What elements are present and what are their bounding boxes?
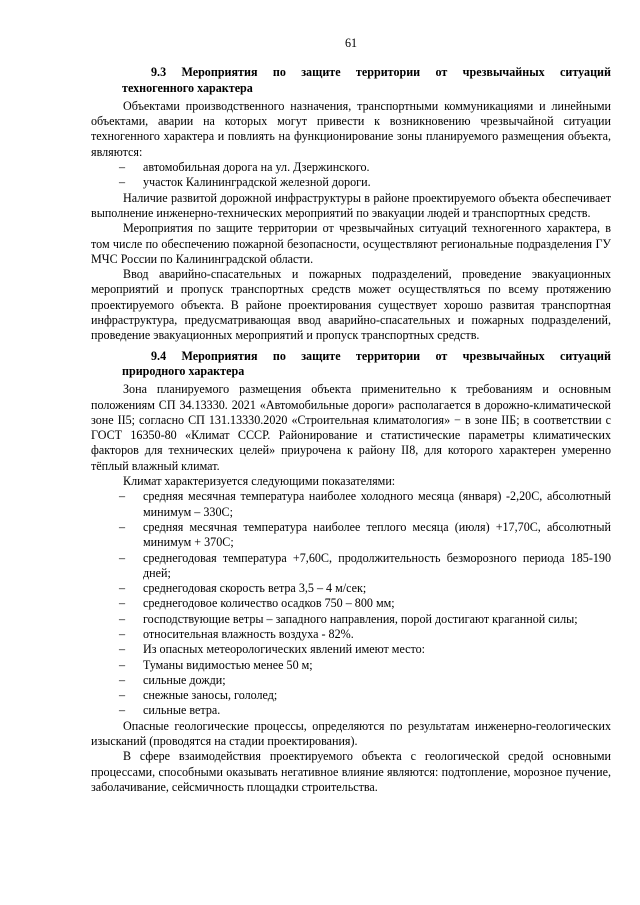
list-item-text: участок Калининградской железной дороги. (143, 175, 371, 190)
list-marker: – (119, 626, 126, 641)
climate-list (91, 489, 611, 718)
list-item-text: средняя месячная температура наиболее теплого месяца (июля) +17,70С, абсолютный минимум + 370С; (143, 519, 611, 550)
list-item-text: Туманы видимостью менее 50 м; (143, 657, 313, 672)
paragraph: В сфере взаимодействия проектируемого объекта с геологической средой основными процессами, способными оказывать негативное влияние являются: подтопление, морозное пучение, заболачивание, сейсмичность площадки строительства. (91, 749, 611, 794)
section-heading-line-2: природного характера (122, 363, 245, 378)
hazard-list (91, 160, 611, 191)
list-marker: – (119, 688, 126, 703)
list-marker: – (119, 611, 126, 626)
paragraph: Наличие развитой дорожной инфраструктуры в районе проектируемого объекта обеспечивает выполнение инженерно-технических мероприятий по эвакуации людей и транспортных средств. (91, 190, 611, 220)
paragraph: Климат характеризуется следующими показателями: (123, 474, 396, 489)
list-marker: – (119, 703, 126, 718)
list-item (91, 520, 611, 551)
list-item-text: относительная влажность воздуха - 82%. (143, 626, 354, 641)
list-item-text: Из опасных метеорологических явлений имеют место: (143, 642, 426, 657)
paragraph: Зона планируемого размещения объекта применительно к требованиям и основным положениям СП 34.13330. 2021 «Автомобильные дороги» располагается в дорожно-климатической зоне II5; согласно СП 131.13330.2020 «Строительная климатология» − в зоне IIБ; в соответствии с ГОСТ 16350-80 «Климат СССР. Районирование и статистические параметры климатических факторов для технических целей» приурочена к району II8, для которого характерен умеренно тёплый влажный климат. (91, 382, 611, 473)
paragraph: Ввод аварийно-спасательных и пожарных подразделений, проведение эвакуационных мероприятий и пропуск транспортных средств может осуществляться по всему протяжению проектируемого объекта. В районе проектирования существует хорошо развитая транспортная инфраструктура, предусматривающая ввод аварийно-спасательных и пожарных подразделений, проведение эвакуационных мероприятий и пропуск транспортных средств. (91, 267, 611, 343)
list-item (91, 627, 611, 642)
list-item (91, 703, 611, 718)
list-item-text: сильные дожди; (143, 672, 226, 687)
list-item (91, 673, 611, 688)
section-9-4 (91, 349, 611, 796)
list-item-text: господствующие ветры – западного направления, порой достигают краганной силы; (143, 611, 578, 626)
paragraph: Объектами производственного назначения, транспортными коммуникациями и линейными объектами, аварии на которых могут привести к возникновению чрезвычайной ситуации техногенного характера и повлиять на функционирование зоны планируемого размещения объекта, являются: (91, 98, 611, 159)
list-item-text: среднегодовая скорость ветра 3,5 – 4 м/сек; (143, 581, 367, 596)
list-marker: – (119, 596, 126, 611)
list-marker: – (119, 642, 126, 657)
list-item-text: среднегодовое количество осадков 750 – 800 мм; (143, 596, 395, 611)
list-marker: – (119, 672, 126, 687)
list-item (91, 596, 611, 611)
list-item-text: среднегодовая температура +7,60С, продолжительность безморозного периода 185-190 дней; (143, 550, 611, 580)
page-number: 61 (344, 36, 358, 50)
section-heading-line-1: 9.4 Мероприятия по защите территории от чрезвычайных ситуаций (151, 348, 611, 363)
list-marker: – (119, 489, 126, 504)
list-item (91, 658, 611, 673)
paragraph: Опасные геологические процессы, определяются по результатам инженерно-геологических изысканий (проводятся на стадии проектирования). (91, 718, 611, 749)
list-item-text: средняя месячная температура наиболее холодного месяца (января) -2,20С, абсолютный минимум – 330С; (143, 489, 611, 519)
list-item (91, 160, 611, 175)
list-item (91, 688, 611, 703)
list-item (91, 551, 611, 582)
list-marker: – (119, 175, 126, 190)
section-heading-line-2: техногенного характера (122, 80, 253, 95)
section-9-3 (91, 65, 611, 343)
list-item (91, 612, 611, 627)
list-marker: – (119, 657, 126, 672)
list-marker: – (119, 519, 126, 534)
list-item (91, 175, 611, 190)
list-marker: – (119, 550, 126, 565)
list-item-text: автомобильная дорога на ул. Дзержинского. (143, 160, 370, 175)
list-item-text: снежные заносы, гололед; (143, 688, 278, 703)
list-item-text: сильные ветра. (143, 703, 221, 718)
paragraph: Мероприятия по защите территории от чрезвычайных ситуаций техногенного характера, в том числе по обеспечению пожарной безопасности, осуществляют региональные подразделения ГУ МЧС России по Калининградской области. (91, 221, 611, 266)
list-marker: – (119, 160, 126, 175)
section-heading-line-1: 9.3 Мероприятия по защите территории от чрезвычайных ситуаций (151, 65, 611, 80)
section-heading (91, 65, 611, 96)
list-item (91, 489, 611, 520)
section-heading (91, 349, 611, 380)
list-item (91, 642, 611, 657)
list-item (91, 581, 611, 596)
list-marker: – (119, 581, 126, 596)
